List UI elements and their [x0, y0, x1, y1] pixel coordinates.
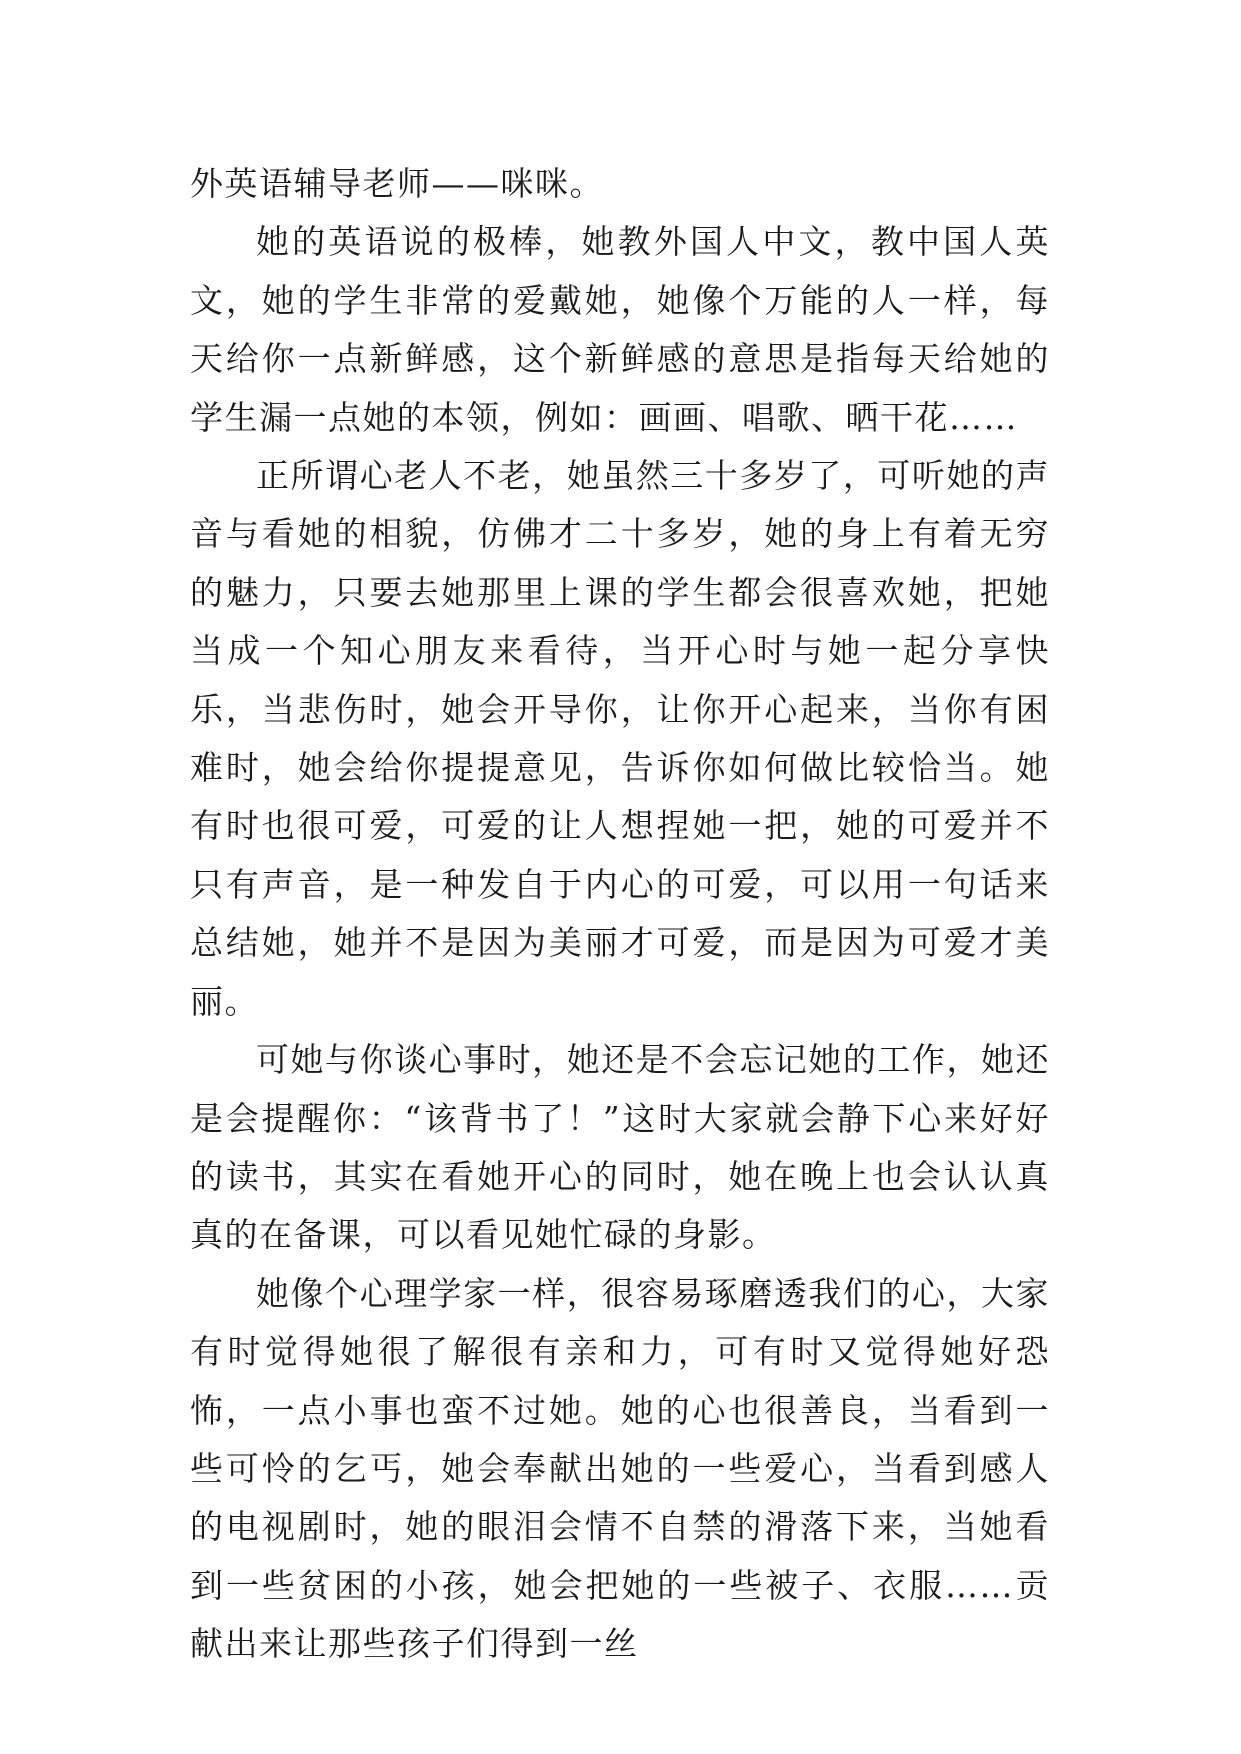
paragraph-1: 外英语辅导老师——咪咪。 — [190, 164, 604, 203]
paragraph-5: 她像个心理学家一样，很容易琢磨透我们的心，大家有时觉得她很了解很有亲和力，可有时又觉得她好恐怖，一点小事也蛮不过她。她的心也很善良，当看到一些可怜的乞丐，她会奉献出她的一些爱心，当看到感人的电视剧时，她的眼泪会情不自禁的滑落下来，当她看到一些贫困的小孩，她会把她的一些被子、衣服……贡献出来让那些孩子们得到一丝 — [190, 1273, 1050, 1664]
paragraph-2: 她的英语说的极棒，她教外国人中文，教中国人英文，她的学生非常的爱戴她，她像个万能的人一样，每天给你一点新鲜感，这个新鲜感的意思是指每天给她的学生漏一点她的本领，例如：画画、唱歌、晒干花…… — [190, 222, 1050, 437]
document-body — [190, 155, 1050, 1674]
paragraph-3: 正所谓心老人不老，她虽然三十多岁了，可听她的声音与看她的相貌，仿佛才二十多岁，她的身上有着无穷的魅力，只要去她那里上课的学生都会很喜欢她，把她当成一个知心朋友来看待，当开心时与她一起分享快乐，当悲伤时，她会开导你，让你开心起来，当你有困难时，她会给你提提意见，告诉你如何做比较恰当。她有时也很可爱，可爱的让人想捏她一把，她的可爱并不只有声音，是一种发自于内心的可爱，可以用一句话来总结她，她并不是因为美丽才可爱，而是因为可爱才美丽。 — [190, 456, 1050, 1021]
paragraph-4: 可她与你谈心事时，她还是不会忘记她的工作，她还是会提醒你：“该背书了！”这时大家就会静下心来好好的读书，其实在看她开心的同时，她在晚上也会认认真真的在备课，可以看见她忙碌的身影。 — [190, 1040, 1050, 1255]
